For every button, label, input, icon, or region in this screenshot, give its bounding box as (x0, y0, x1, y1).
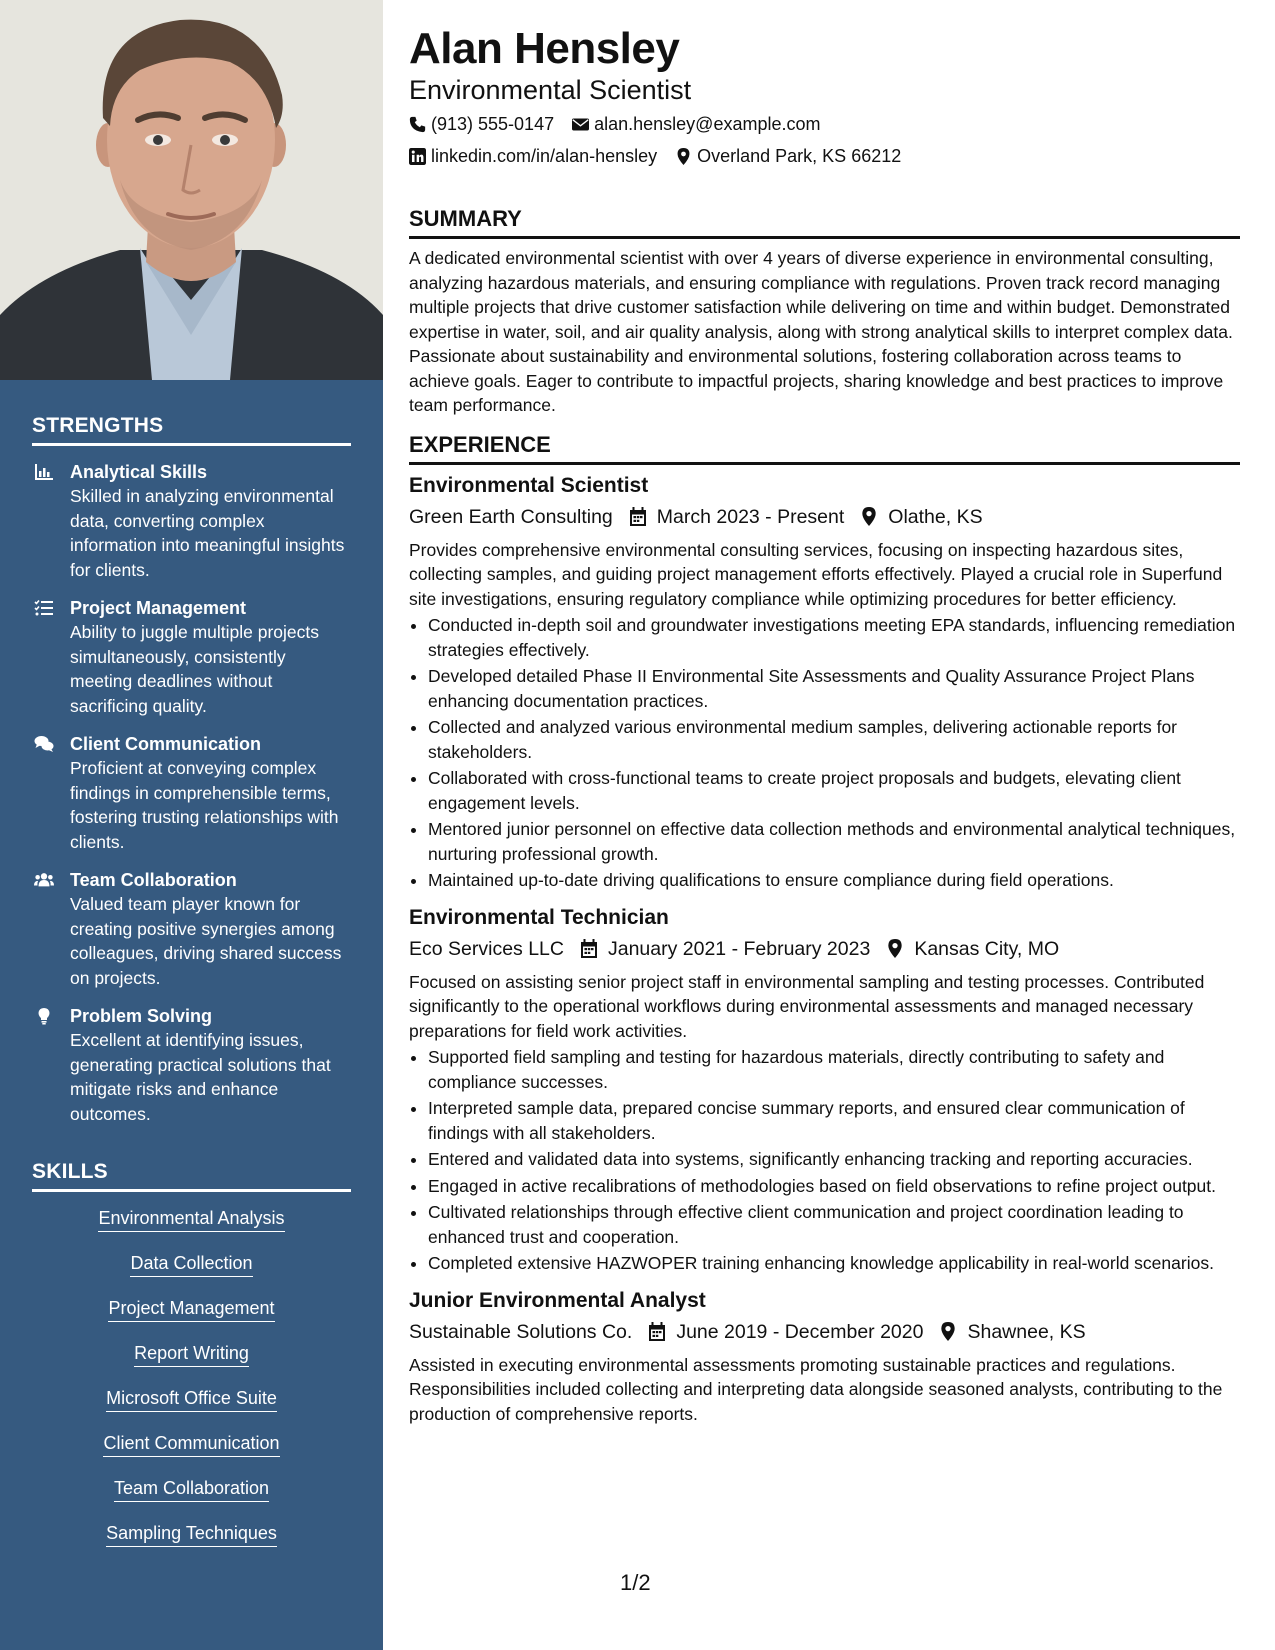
job-description: Provides comprehensive environmental consulting services, focusing on inspecting hazardous sites, collecting samples, and guiding project management efforts effectively. Played a crucial role in Superfund site investigations, ensuring regulatory compliance while optimizing procedures for better efficiency. (409, 539, 1223, 609)
list-item: • Collected and analyzed various environmental medium samples, delivering actionable reports for stakeholders. (428, 715, 1240, 764)
job-entry (409, 473, 1240, 893)
job-location-text: Kansas City, MO (914, 937, 1060, 960)
strength-item (32, 732, 351, 854)
envelope-icon (572, 116, 589, 133)
list-item: • Developed detailed Phase II Environmental Site Assessments and Quality Assurance Project Plans enhancing documentation practices. (428, 664, 1240, 713)
calendar-icon (580, 939, 598, 958)
email-text: alan.hensley@example.com (594, 114, 821, 134)
strength-name: Analytical Skills (70, 462, 208, 482)
list-item: • Conducted in-depth soil and groundwater investigations meeting EPA standards, influencing remediation strategies effectively. (428, 613, 1240, 662)
contact-row (409, 112, 1240, 136)
strength-name: Client Communication (70, 734, 262, 754)
location-contact (675, 144, 901, 168)
job-meta (409, 504, 1240, 530)
summary-title: SUMMARY (409, 206, 1240, 239)
experience-section (409, 432, 1240, 1427)
skills-title: SKILLS (32, 1160, 351, 1192)
skills-section (32, 1160, 351, 1566)
job-meta (409, 936, 1240, 962)
job-dates-text: March 2023 - Present (656, 505, 845, 528)
skill-item: Report Writing (134, 1341, 249, 1367)
list-item: • Entered and validated data into systems, significantly enhancing tracking and reporting accuracies. (428, 1147, 1240, 1172)
job-company: Eco Services LLC (409, 937, 564, 960)
portrait-illustration (0, 0, 383, 380)
phone-icon (409, 116, 426, 133)
job-dates (629, 504, 845, 530)
contact-row (409, 144, 1240, 168)
job-description: Assisted in executing environmental assessments promoting sustainable practices and regulations. Responsibilities included collecting and interpreting data alongside seasoned analysts, contributing to the production of comprehensive reports. (409, 1354, 1223, 1424)
job-dates (648, 1319, 923, 1345)
strength-desc: Excellent at identifying issues, generating practical solutions that mitigate risks and enhance outcomes. (70, 1030, 331, 1124)
job-dates-text: June 2019 - December 2020 (676, 1320, 924, 1343)
strength-desc: Skilled in analyzing environmental data, converting complex information into meaningful insights for clients. (70, 486, 345, 580)
task-list-icon (32, 596, 70, 718)
list-item: • Collaborated with cross-functional teams to create project proposals and budgets, elevating client engagement levels. (428, 766, 1240, 815)
profile-photo (0, 0, 383, 380)
list-item: • Completed extensive HAZWOPER training enhancing knowledge applicability in real-world scenarios. (428, 1251, 1240, 1276)
job-company: Sustainable Solutions Co. (409, 1320, 633, 1343)
list-item: • Cultivated relationships through effective client communication and project coordination leading to enhanced trust and cooperation. (428, 1200, 1240, 1249)
job-title: Environmental Scientist (409, 473, 649, 497)
linkedin-contact[interactable] (409, 144, 657, 168)
strength-desc: Valued team player known for creating positive synergies among colleagues, driving shared success on projects. (70, 894, 342, 988)
map-pin-icon (860, 507, 878, 526)
job-bullets (428, 613, 1240, 893)
phone-contact[interactable] (409, 112, 554, 136)
skill-item: Data Collection (130, 1251, 252, 1277)
summary-section (409, 206, 1240, 418)
strength-item (32, 1004, 351, 1126)
job-dates-text: January 2021 - February 2023 (607, 937, 871, 960)
job-location (886, 936, 1059, 962)
lightbulb-icon (32, 1004, 70, 1126)
list-item: • Interpreted sample data, prepared concise summary reports, and ensured clear communication of findings with all stakeholders. (428, 1096, 1240, 1145)
sidebar (0, 0, 383, 1650)
skill-item: Environmental Analysis (98, 1206, 284, 1232)
calendar-icon (648, 1322, 666, 1341)
job-location-text: Olathe, KS (888, 505, 983, 528)
strength-item (32, 868, 351, 990)
strength-desc: Proficient at conveying complex findings in comprehensible terms, fostering trusting relationships with clients. (70, 758, 339, 852)
page-number: 1/2 (620, 1570, 651, 1595)
list-item: • Supported field sampling and testing for hazardous materials, directly contributing to safety and compliance successes. (428, 1045, 1240, 1094)
bar-chart-icon (32, 460, 70, 582)
map-pin-icon (939, 1322, 957, 1341)
phone-text: (913) 555-0147 (431, 114, 555, 134)
strength-name: Problem Solving (70, 1006, 213, 1026)
location-text: Overland Park, KS 66212 (697, 146, 902, 166)
map-pin-icon (886, 939, 904, 958)
users-icon (32, 868, 70, 990)
skills-list (32, 1206, 351, 1566)
email-contact[interactable] (572, 112, 820, 136)
main-content (409, 22, 1240, 1426)
job-title: Environmental Technician (409, 905, 669, 929)
candidate-name: Alan Hensley (409, 24, 680, 73)
skill-item: Sampling Techniques (106, 1521, 277, 1547)
job-location (860, 504, 982, 530)
skill-item: Team Collaboration (114, 1476, 269, 1502)
strength-item (32, 596, 351, 718)
job-entry (409, 905, 1240, 1276)
chat-bubbles-icon (32, 732, 70, 854)
job-company: Green Earth Consulting (409, 505, 613, 528)
map-pin-icon (675, 148, 692, 165)
skill-item: Microsoft Office Suite (106, 1386, 277, 1412)
list-item: • Mentored junior personnel on effective data collection methods and environmental analytical techniques, nurturing professional growth. (428, 817, 1240, 866)
summary-text: A dedicated environmental scientist with over 4 years of diverse experience in environmental consulting, analyzing hazardous materials, and ensuring compliance with regulations. Proven track record managing multiple projects that drive customer satisfaction while delivering on time and within budget. Demonstrated expertise in water, soil, and air quality analysis, along with strong analytical skills to interpret complex data. Passionate about sustainability and environmental solutions, fostering collaboration across teams to achieve goals. Eager to contribute to impactful projects, sharing knowledge and best practices to improve team performance. (409, 248, 1233, 415)
job-bullets (428, 1045, 1240, 1276)
job-dates (580, 936, 870, 962)
strength-desc: Ability to juggle multiple projects simultaneously, consistently meeting deadlines without sacrificing quality. (70, 622, 320, 716)
strength-name: Project Management (70, 598, 247, 618)
skill-item: Project Management (108, 1296, 274, 1322)
list-item: • Engaged in active recalibrations of methodologies based on field observations to refine project output. (428, 1174, 1240, 1199)
job-description: Focused on assisting senior project staff in environmental sampling and testing processes. Contributed significantly to the operational workflows during environmental assessments and managed necessary preparations for field work activities. (409, 971, 1205, 1041)
skill-item: Client Communication (103, 1431, 279, 1457)
calendar-icon (629, 507, 647, 526)
list-item: • Maintained up-to-date driving qualifications to ensure compliance during field operations. (428, 868, 1240, 893)
strength-item (32, 460, 351, 582)
job-location (939, 1319, 1085, 1345)
job-entry (409, 1288, 1240, 1427)
candidate-role: Environmental Scientist (409, 75, 692, 105)
job-location-text: Shawnee, KS (967, 1320, 1086, 1343)
job-title: Junior Environmental Analyst (409, 1288, 706, 1312)
strengths-title: STRENGTHS (32, 414, 351, 446)
linkedin-text: linkedin.com/in/alan-hensley (431, 146, 658, 166)
strengths-section (32, 414, 351, 1126)
job-meta (409, 1319, 1240, 1345)
linkedin-icon (409, 148, 426, 165)
experience-title: EXPERIENCE (409, 432, 1240, 465)
strength-name: Team Collaboration (70, 870, 237, 890)
